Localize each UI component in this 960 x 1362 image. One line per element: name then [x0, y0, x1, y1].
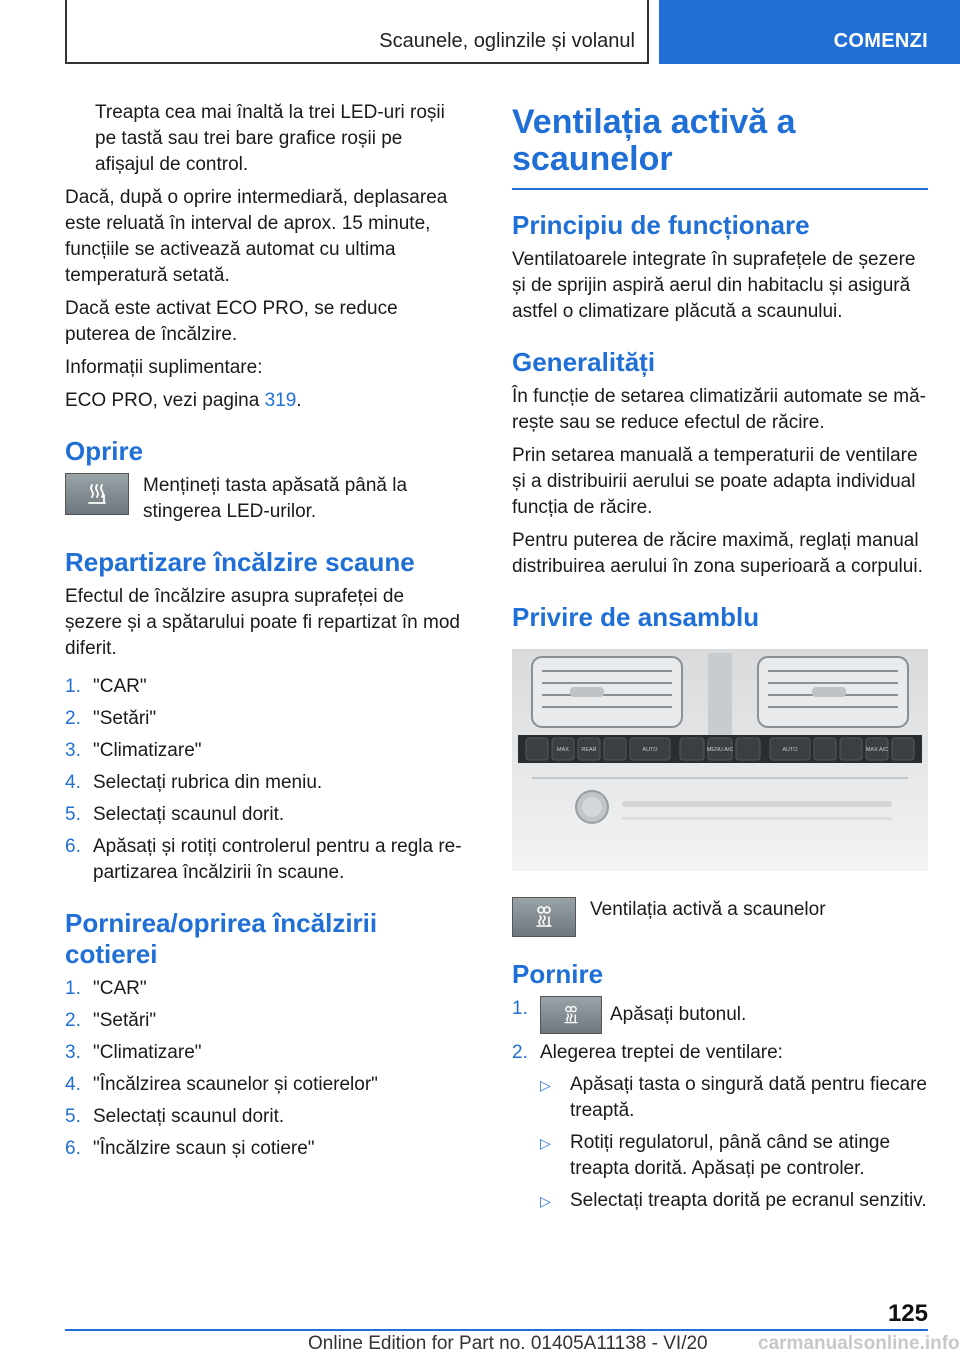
paragraph-eco-ref: ECO PRO, vezi pagina 319. [65, 390, 302, 411]
steps-repartizare [65, 674, 465, 886]
ventilation-icon-caption: Ventilația activă a scaunelor [590, 899, 826, 920]
right-column [512, 104, 928, 1226]
title-rule [512, 188, 928, 190]
step-number: 5. [65, 1106, 81, 1127]
list-item [512, 996, 928, 1034]
list-item [65, 1072, 465, 1098]
paragraph-info: Informații suplimentare: [65, 357, 263, 378]
step-1-label: Apăsați butonul. [610, 1004, 747, 1026]
list-item [512, 1040, 928, 1220]
step-text: "Încălzirea scaunelor și cotierelor" [93, 1074, 378, 1095]
heading-oprire: Oprire [65, 436, 144, 466]
list-item [65, 738, 465, 764]
triangle-bullet-icon: ▷ [540, 1135, 551, 1151]
step-number: 3. [65, 740, 81, 761]
header-chapter-tab [659, 0, 960, 64]
air-vent-right [758, 657, 908, 727]
list-item [65, 802, 465, 828]
list-item [65, 1008, 465, 1034]
step-number: 6. [65, 1138, 81, 1159]
steps-pornire [512, 996, 928, 1220]
left-column [65, 100, 465, 1168]
list-item [540, 1188, 928, 1214]
footer-watermark: carmanualsonline.info [758, 1333, 960, 1354]
step-2-label: Alegerea treptei de ventilare: [540, 1042, 783, 1063]
panel-label-max-ac: MAX A/C [865, 747, 889, 753]
steps-cotiere [65, 976, 465, 1162]
paragraph-generalitati-3: Pentru puterea de răcire maximă, reglați manual distribuirea aerului în zona superioară a corpului. [512, 530, 923, 577]
heading-privire: Privire de ansamblu [512, 602, 760, 632]
step-number: 3. [65, 1042, 81, 1063]
panel-label-max: MAX [557, 747, 569, 753]
footer-rule [65, 1329, 928, 1331]
step-number: 1. [65, 676, 81, 697]
seat-ventilation-button-icon [512, 897, 576, 937]
oprire-text: Mențineți tasta apăsată până la stingerea LED-urilor. [143, 475, 408, 522]
heading-pornire: Pornire [512, 959, 604, 989]
list-item [65, 1136, 465, 1162]
step-number: 1. [65, 978, 81, 999]
page-title: Ventilația activă a scaunelor [512, 103, 796, 178]
step-number: 1. [512, 998, 528, 1019]
list-item [65, 1104, 465, 1130]
bullet-text: Rotiți regulatorul, până când se atinge treapta dorită. Apăsați pe controler. [570, 1132, 891, 1179]
seat-ventilation-button-inline-icon [540, 996, 602, 1034]
step-number: 2. [65, 1010, 81, 1031]
paragraph-resume: Dacă, după o oprire intermediară, deplasarea este reluată în interval de aprox. 15 minute, funcțiile se activează automat cu ultima temperatură setată. [65, 187, 448, 286]
step-number: 4. [65, 1074, 81, 1095]
step-text: "Climatizare" [93, 1042, 202, 1063]
heading-repartizare: Repartizare încălzire scaune [65, 547, 415, 577]
step-number: 2. [512, 1042, 528, 1063]
step-text: "Încălzire scaun și cotiere" [93, 1138, 315, 1159]
list-item [65, 674, 465, 700]
ventilation-icon-row [512, 897, 928, 937]
list-item [65, 770, 465, 796]
bullet-text: Apăsați tasta o singură dată pentru fiecare treaptă. [570, 1074, 928, 1121]
step-text: Apăsați și rotiți controlerul pentru a regla repartizarea încălzirii în scaune. [93, 836, 462, 883]
paragraph-generalitati-2: Prin setarea manuală a temperaturii de ventilare și a distribuirii aerului se poate adapta individual funcția de răcire. [512, 445, 918, 518]
list-item [540, 1072, 928, 1124]
heading-cotiere: Pornirea/oprirea încălzirii cotierei [65, 908, 378, 969]
step-text: "Setări" [93, 1010, 157, 1031]
paragraph-eco-pro: Dacă este activat ECO PRO, se reduce puterea de încălzire. [65, 298, 398, 345]
footer-edition: Online Edition for Part no. 01405A11138 - VI/20 [308, 1333, 708, 1354]
list-item [540, 1130, 928, 1182]
step-number: 2. [65, 708, 81, 729]
triangle-bullet-icon: ▷ [540, 1193, 551, 1209]
panel-label-auto-left: AUTO [642, 747, 658, 753]
step-text: Selectați scaunul dorit. [93, 804, 285, 825]
triangle-bullet-icon: ▷ [540, 1077, 551, 1093]
page-link-319[interactable]: 319 [264, 390, 297, 411]
page-number: 125 [887, 1300, 928, 1327]
step-text: Selectați scaunul dorit. [93, 1106, 285, 1127]
panel-label-rear: REAR [581, 747, 597, 753]
paragraph-generalitati-1: În funcție de setarea climatizării automate se mărește sau se reduce efectul de răcire. [512, 386, 926, 433]
step-text: "CAR" [93, 978, 147, 999]
panel-label-auto-right: AUTO [782, 747, 798, 753]
header-section-title: Scaunele, oglinzile și volanul [379, 30, 635, 52]
paragraph-highest-level: Treapta cea mai înaltă la trei LED-uri roșii pe tastă sau trei bare grafice roșii pe afișajul de control. [95, 102, 445, 175]
ventilation-options [540, 1072, 928, 1214]
step-number: 4. [65, 772, 81, 793]
list-item [65, 976, 465, 1002]
step-text [540, 1040, 928, 1220]
paragraph-repartizare: Efectul de încălzire asupra suprafeței de șezere și a spătarului poate fi repartizat în mod diferit. [65, 586, 460, 659]
oprire-row [65, 473, 465, 525]
heading-principiu: Principiu de funcționare [512, 210, 810, 240]
panel-label-menu-ac: MENU A/C [706, 747, 734, 753]
step-text: "Climatizare" [93, 740, 202, 761]
list-item [65, 706, 465, 732]
step-number: 5. [65, 804, 81, 825]
bullet-text: Selectați treapta dorită pe ecranul senzitiv. [570, 1190, 927, 1211]
step-text: Selectați rubrica din meniu. [93, 772, 323, 793]
step-text: "Setări" [93, 708, 157, 729]
header-section-box [65, 0, 649, 64]
list-item [65, 834, 465, 886]
step-text: "CAR" [93, 676, 147, 697]
paragraph-principiu: Ventilatoarele integrate în suprafețele de șezere și de sprijin aspiră aerul din habitaclu și asigură astfel o climatizare plăcută a scaunului. [512, 249, 916, 322]
seat-heating-button-icon [65, 473, 129, 515]
step-number: 6. [65, 836, 81, 857]
heading-generalitati: Generalități [512, 347, 656, 377]
air-vent-left [532, 657, 682, 727]
climate-panel-photo [512, 649, 928, 871]
header-chapter-label: COMENZI [833, 30, 928, 52]
eco-ref-text: ECO PRO, vezi pagina [65, 390, 265, 411]
step-text [540, 996, 928, 1034]
list-item [65, 1040, 465, 1066]
